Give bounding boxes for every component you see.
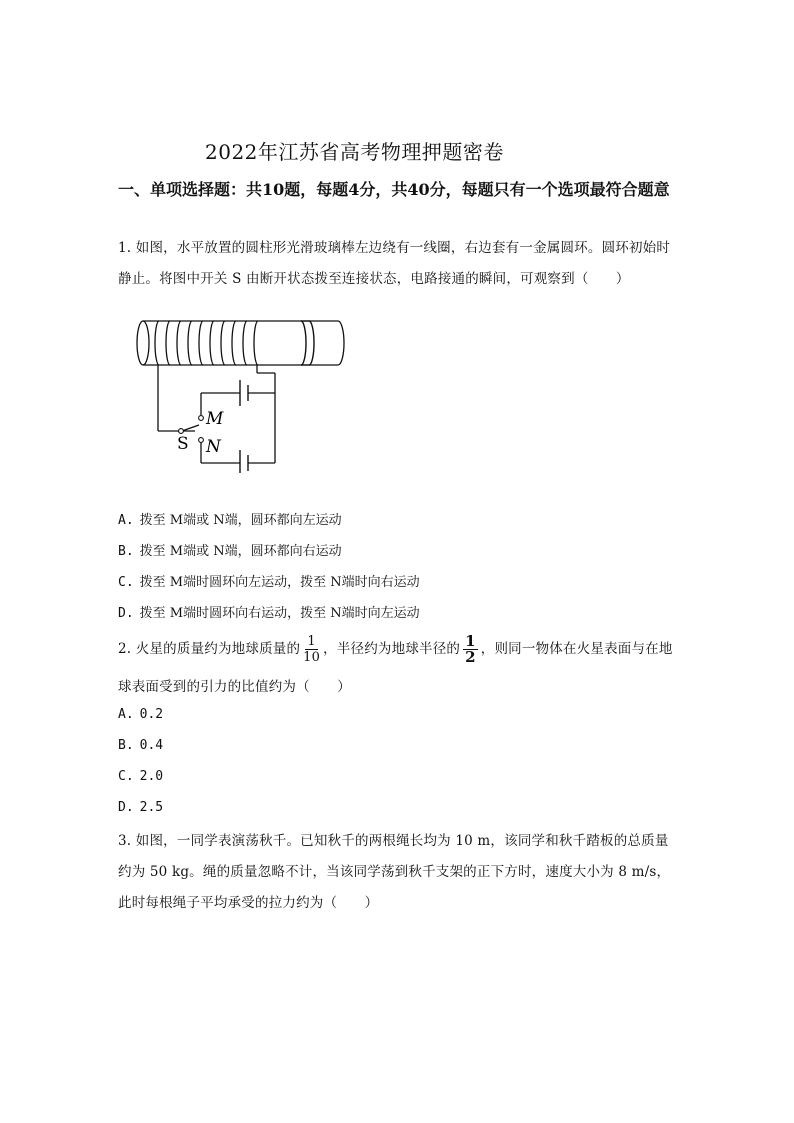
question-2-option-b: B. 0.4 — [118, 738, 164, 753]
question-1-option-a: A. 拨至 M端或 N端，圆环都向左运动 — [118, 513, 342, 528]
question-2-stem: 2. 火星的质量约为地球质量的 $\frac{1}{10}$ ，半径约为地球半径的 $\frac{1}{2}$ ，则同一物体在火星表面与在地球表面受到的引力的比值约为（ ） — [118, 632, 673, 695]
page-title: 2022年江苏省高考物理押题密卷 — [205, 140, 504, 164]
question-1-figure — [133, 313, 353, 473]
terminal-n-label: N — [206, 437, 221, 457]
question-1-option-c: C. 拨至 M端时圆环向左运动，拨至 N端时向右运动 — [118, 575, 420, 590]
question-2-option-a: A. 0.2 — [118, 707, 164, 722]
switch-s-label: S — [177, 434, 189, 454]
terminal-m-label: M — [206, 409, 224, 429]
question-1-option-b: B. 拨至 M端或 N端，圆环都向右运动 — [118, 544, 342, 559]
question-3-stem: 3. 如图，一同学表演荡秋千。已知秋千的两根绳长均为 10 m，该同学和秋千踏板的总质量约为 50 kg。绳的质量忽略不计，当该同学荡到秋千支架的正下方时，速度大小为 8 m/s，此时每根绳子平均承受的拉力约为（ ） — [118, 833, 671, 911]
fraction-one-half: $\frac{1}{2}$ — [465, 632, 476, 666]
question-2-option-c: C. 2.0 — [118, 769, 164, 784]
fraction-one-tenth: $\frac{1}{10}$ — [303, 634, 321, 665]
question-1-stem: 1. 如图，水平放置的圆柱形光滑玻璃棒左边绕有一线圈，右边套有一金属圆环。圆环初始时静止。将图中开关 S 由断开状态拨至连接状态，电路接通的瞬间，可观察到（ ） — [118, 240, 671, 287]
question-1-option-d: D. 拨至 M端时圆环向右运动，拨至 N端时向左运动 — [118, 606, 420, 621]
question-2-option-d: D. 2.5 — [118, 800, 164, 815]
section-heading: 一、单项选择题：共10题，每题4分，共40分，每题只有一个选项最符合题意 — [118, 180, 670, 199]
